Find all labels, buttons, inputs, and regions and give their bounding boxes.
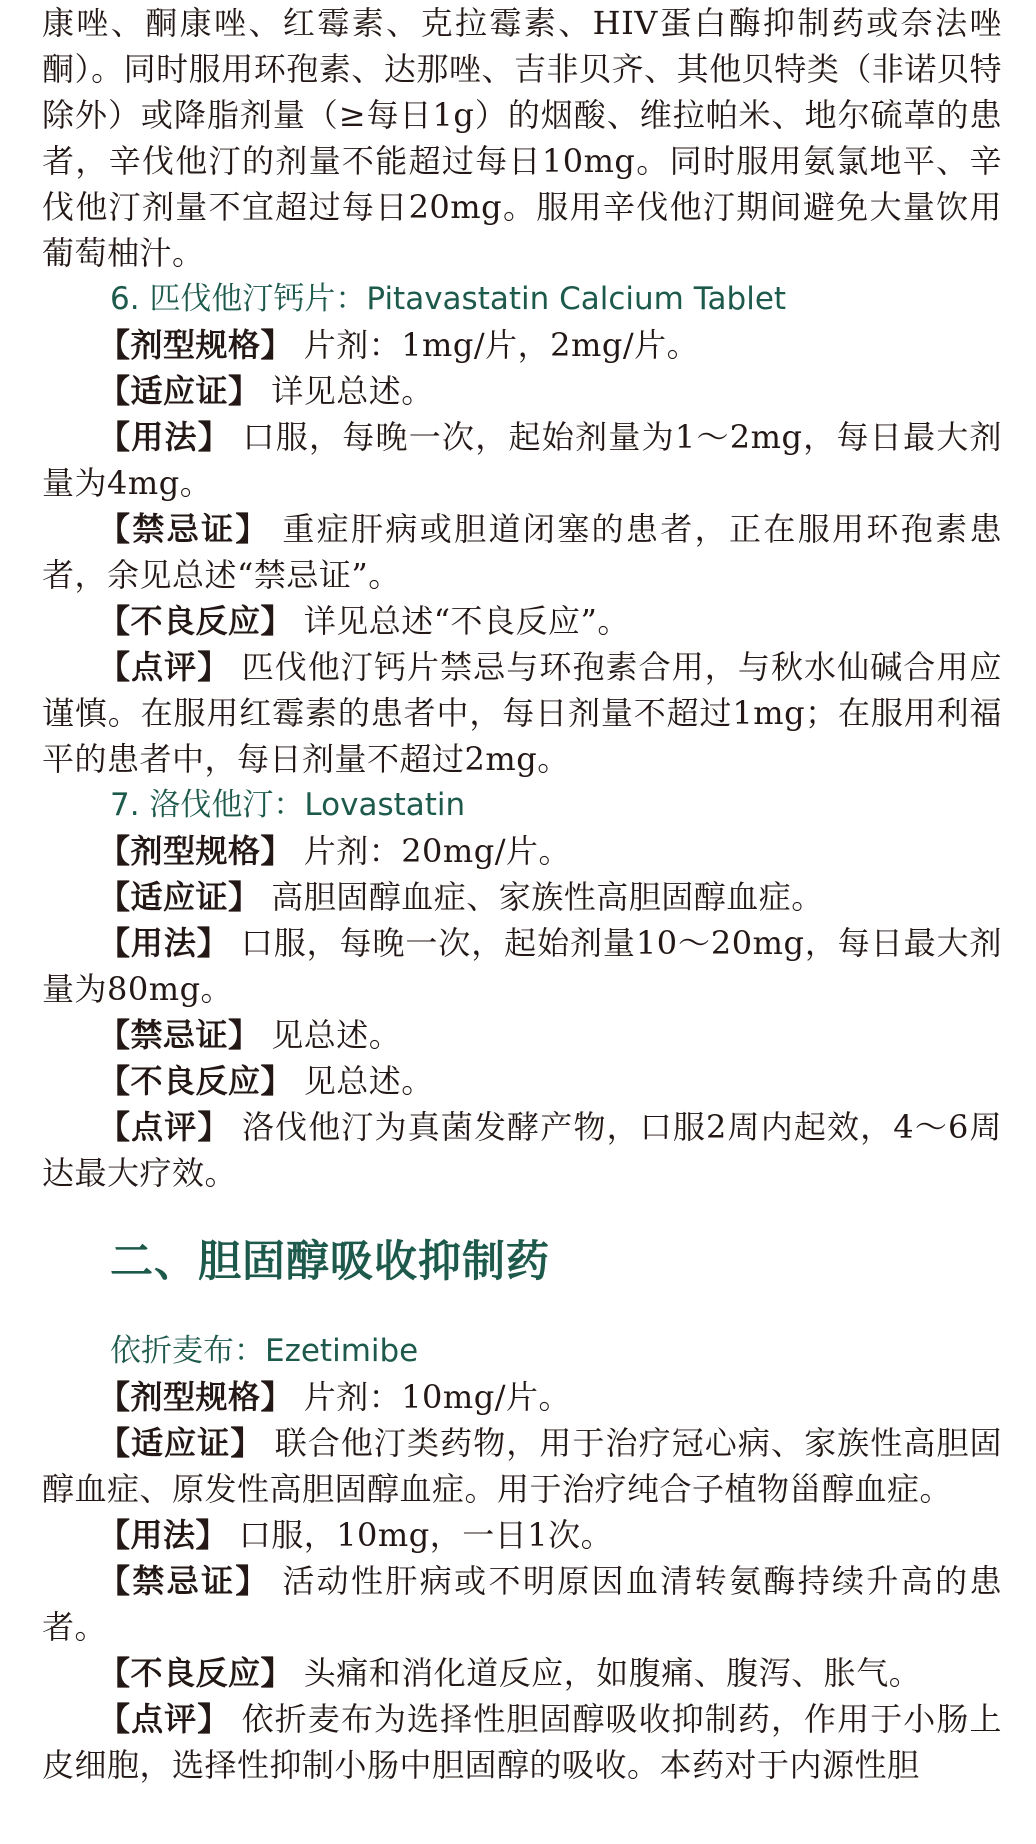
field-text: 口服，每晚一次，起始剂量为1～2mg，每日最大剂量为4mg。 <box>42 418 1002 502</box>
field-label: 【用法】 <box>98 418 232 456</box>
field-text: 详见总述。 <box>271 372 434 410</box>
field-text: 依折麦布为选择性胆固醇吸收抑制药，作用于小肠上皮细胞，选择性抑制小肠中胆固醇的吸收。本药对于内源性胆 <box>42 1700 1002 1784</box>
drug-title-lovastatin: 7. 洛伐他汀：Lovastatin <box>110 787 466 823</box>
field-label: 【剂型规格】 <box>98 832 294 870</box>
field-comment <box>42 1104 1002 1196</box>
field-label: 【适应证】 <box>98 878 261 916</box>
field-text: 见总述。 <box>271 1016 402 1054</box>
field-contraindications <box>42 506 1002 598</box>
intro-paragraph: 康唑、酮康唑、红霉素、克拉霉素、HIV蛋白酶抑制药或奈法唑酮）。同时服用环孢素、达那唑、吉非贝齐、其他贝特类（非诺贝特除外）或降脂剂量（≥每日1g）的烟酸、维拉帕米、地尔硫䓬的患者，辛伐他汀的剂量不能超过每日10mg。同时服用氨氯地平、辛伐他汀剂量不宜超过每日20mg。服用辛伐他汀期间避免大量饮用葡萄柚汁。 <box>42 4 1002 272</box>
field-text: 片剂：1mg/片，2mg/片。 <box>303 326 700 364</box>
field-label: 【点评】 <box>98 648 231 686</box>
field-label: 【不良反应】 <box>98 1654 294 1692</box>
field-label: 【不良反应】 <box>98 602 294 640</box>
field-label: 【禁忌证】 <box>98 510 270 548</box>
drug-title-ezetimibe: 依折麦布：Ezetimibe <box>110 1333 419 1369</box>
field-text: 匹伐他汀钙片禁忌与环孢素合用，与秋水仙碱合用应谨慎。在服用红霉素的患者中，每日剂量不超过1mg；在服用利福平的患者中，每日剂量不超过2mg。 <box>42 648 1002 778</box>
field-label: 【剂型规格】 <box>98 326 294 364</box>
field-label: 【剂型规格】 <box>98 1378 294 1416</box>
field-text: 片剂：10mg/片。 <box>303 1378 572 1416</box>
field-label: 【用法】 <box>98 924 230 962</box>
drug-title-pitavastatin: 6. 匹伐他汀钙片：Pitavastatin Calcium Tablet <box>110 281 787 317</box>
field-label: 【点评】 <box>98 1700 231 1738</box>
spacer <box>42 1292 1002 1328</box>
field-text: 详见总述“不良反应”。 <box>303 602 630 640</box>
field-comment <box>42 1696 1002 1788</box>
field-label: 【适应证】 <box>98 1424 264 1462</box>
field-usage <box>42 414 1002 506</box>
spacer <box>42 1196 1002 1232</box>
field-label: 【禁忌证】 <box>98 1562 270 1600</box>
field-text: 高胆固醇血症、家族性高胆固醇血症。 <box>271 878 824 916</box>
field-text: 洛伐他汀为真菌发酵产物，口服2周内起效，4～6周达最大疗效。 <box>42 1108 1002 1192</box>
document-page <box>42 0 1002 1788</box>
field-label: 【用法】 <box>98 1516 229 1554</box>
field-contraindications <box>42 1012 1002 1058</box>
field-text: 联合他汀类药物，用于治疗冠心病、家族性高胆固醇血症、原发性高胆固醇血症。用于治疗纯合子植物甾醇血症。 <box>42 1424 1002 1508</box>
field-adverse-reactions <box>42 598 1002 644</box>
field-text: 口服，每晚一次，起始剂量10～20mg，每日最大剂量为80mg。 <box>42 924 1002 1008</box>
field-adverse-reactions <box>42 1650 1002 1696</box>
field-label: 【适应证】 <box>98 372 261 410</box>
field-text: 重症肝病或胆道闭塞的患者，正在服用环孢素患者，余见总述“禁忌证”。 <box>42 510 1002 594</box>
field-text: 活动性肝病或不明原因血清转氨酶持续升高的患者。 <box>42 1562 1002 1646</box>
field-adverse-reactions <box>42 1058 1002 1104</box>
field-text: 见总述。 <box>303 1062 434 1100</box>
field-label: 【禁忌证】 <box>98 1016 261 1054</box>
field-text: 口服，10mg，一日1次。 <box>238 1516 614 1554</box>
field-contraindications <box>42 1558 1002 1650</box>
section-heading: 二、胆固醇吸收抑制药 <box>110 1237 550 1287</box>
field-label: 【不良反应】 <box>98 1062 294 1100</box>
field-text: 头痛和消化道反应，如腹痛、腹泻、胀气。 <box>303 1654 922 1692</box>
field-indications <box>42 368 1002 414</box>
field-dosage-form <box>42 1374 1002 1420</box>
field-usage <box>42 1512 1002 1558</box>
field-usage <box>42 920 1002 1012</box>
field-dosage-form <box>42 322 1002 368</box>
field-text: 片剂：20mg/片。 <box>303 832 572 870</box>
field-indications <box>42 874 1002 920</box>
field-dosage-form <box>42 828 1002 874</box>
field-indications <box>42 1420 1002 1512</box>
field-comment <box>42 644 1002 782</box>
field-label: 【点评】 <box>98 1108 231 1146</box>
